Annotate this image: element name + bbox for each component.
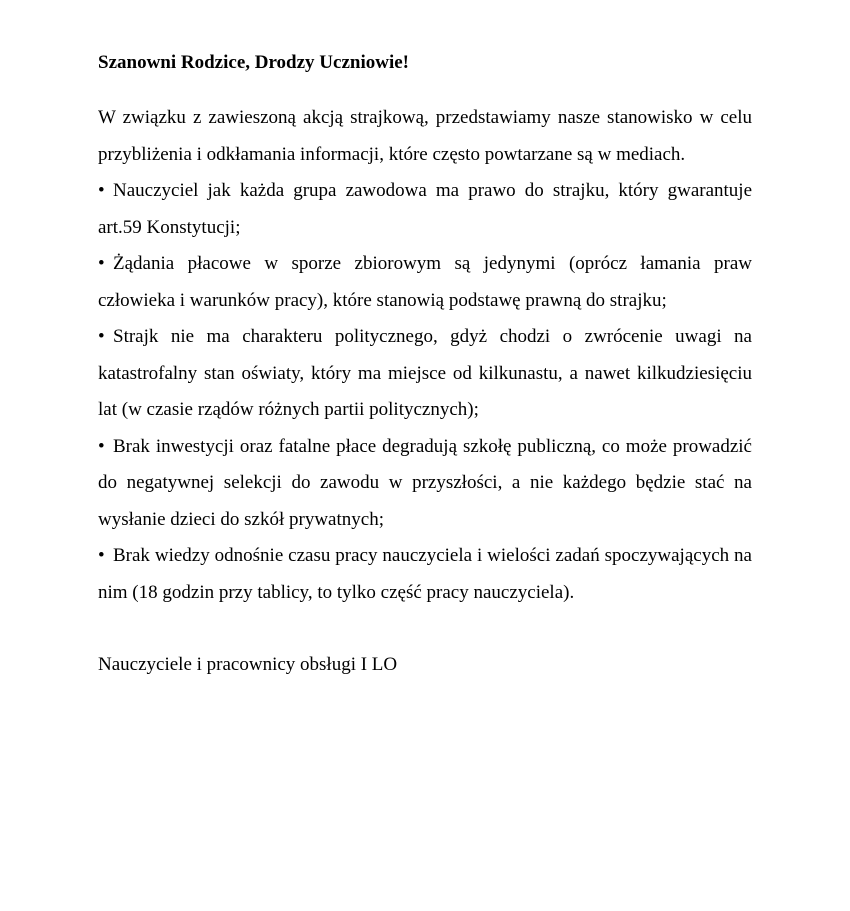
- letter-intro: W związku z zawieszoną akcją strajkową, przedstawiamy nasze stanowisko w celu przybliżenia i odkłamania informacji, które często powtarzane są w mediach.: [98, 107, 752, 165]
- bullet-point-4: [98, 429, 752, 539]
- bullet-point-3: [98, 319, 752, 429]
- bullet-icon: •: [98, 435, 105, 457]
- bullet-point-text: Brak wiedzy odnośnie czasu pracy nauczyciela i wielości zadań spoczywających na nim (18 godzin przy tablicy, to tylko część pracy nauczyciela).: [98, 545, 752, 603]
- letter-greeting: Szanowni Rodzice, Drodzy Uczniowie!: [98, 52, 410, 73]
- bullet-point-text: Brak inwestycji oraz fatalne płace degradują szkołę publiczną, co może prowadzić do negatywnej selekcji do zawodu w przyszłości, a nie każdego będzie stać na wysłanie dzieci do szkół prywatnych;: [98, 435, 752, 530]
- bullet-point-1: [98, 173, 752, 246]
- bullet-icon: •: [98, 326, 105, 347]
- bullet-icon: •: [98, 545, 105, 566]
- letter-signature: Nauczyciele i pracownicy obsługi I LO: [98, 654, 398, 675]
- bullet-point-text: Żądania płacowe w sporze zbiorowym są jedynymi (oprócz łamania praw człowieka i warunków pracy), które stanowią podstawę prawną do strajku;: [98, 253, 752, 311]
- bullet-icon: •: [98, 253, 105, 274]
- bullet-point-5: [98, 538, 752, 611]
- bullet-icon: •: [98, 180, 105, 201]
- bullet-point-text: Nauczyciel jak każda grupa zawodowa ma prawo do strajku, który gwarantuje art.59 Konstytucji;: [98, 180, 752, 238]
- bullet-point-2: [98, 246, 752, 319]
- bullet-point-text: Strajk nie ma charakteru politycznego, gdyż chodzi o zwrócenie uwagi na katastrofalny stan oświaty, który ma miejsce od kilkunastu, a nawet kilkudziesięciu lat (w czasie rządów różnych partii politycznych);: [98, 326, 752, 420]
- letter-page: [98, 45, 752, 683]
